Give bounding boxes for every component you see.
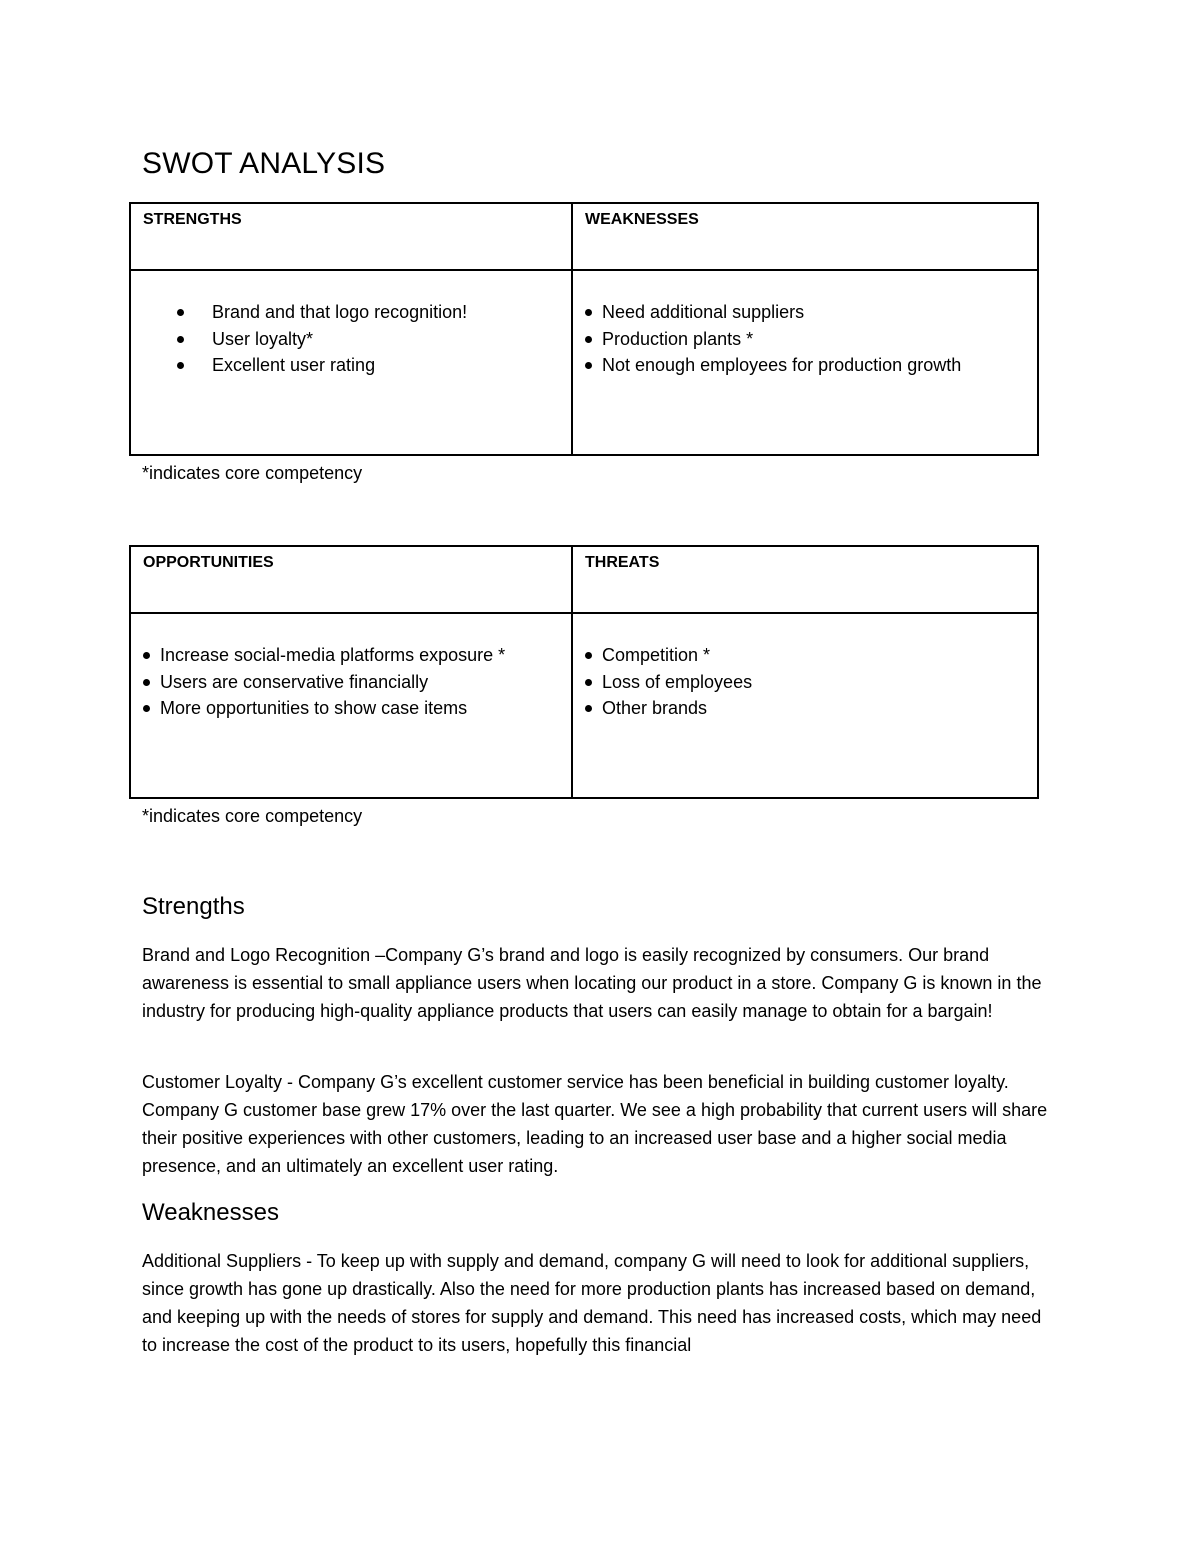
list-item bbox=[573, 642, 1037, 669]
core-competency-note: *indicates core competency bbox=[142, 806, 363, 826]
weaknesses-cell bbox=[572, 270, 1038, 455]
opportunities-list bbox=[131, 614, 571, 722]
table-header-row bbox=[130, 546, 1038, 613]
bullet-icon bbox=[143, 705, 150, 712]
paragraph-customer-loyalty: Customer Loyalty - Company G’s excellent customer service has been beneficial in building customer loyalty. Company G customer base grew 17% over the last quarter. We see a high probability that current users will share their positive experiences with other customers, leading to an increased user base and a higher social media presence, and an ultimately an excellent user rating. bbox=[142, 1072, 1048, 1176]
opportunities-header: OPPORTUNITIES bbox=[143, 554, 274, 571]
list-item-text: More opportunities to show case items bbox=[160, 698, 468, 718]
list-item-text: Competition * bbox=[602, 645, 711, 665]
paragraph-additional-suppliers: Additional Suppliers - To keep up with supply and demand, company G will need to look for additional suppliers, since growth has gone up drastically. Also the need for more production plants has increased based on demand, and keeping up with the needs of stores for supply and demand. This need has increased costs, which may need to increase the cost of the product to its users, hopefully this financial bbox=[142, 1251, 1042, 1355]
list-item bbox=[573, 695, 1037, 722]
threats-header-cell bbox=[572, 546, 1038, 613]
list-item-text: Need additional suppliers bbox=[602, 302, 805, 322]
strengths-list bbox=[131, 271, 571, 379]
list-item bbox=[131, 695, 571, 722]
bullet-icon bbox=[585, 309, 592, 316]
bullet-icon bbox=[177, 309, 184, 316]
bullet-icon bbox=[585, 336, 592, 343]
bullet-icon bbox=[143, 652, 150, 659]
list-item-text: Users are conservative financially bbox=[160, 671, 429, 692]
bullet-icon bbox=[143, 679, 150, 686]
weaknesses-header: WEAKNESSES bbox=[585, 211, 699, 228]
strengths-header: STRENGTHS bbox=[143, 211, 242, 228]
list-item-text: Increase social-media platforms exposure * bbox=[160, 645, 506, 665]
list-item-text: Excellent user rating bbox=[212, 355, 376, 375]
bullet-icon bbox=[585, 362, 592, 369]
paragraph-brand-recognition: Brand and Logo Recognition –Company G’s brand and logo is easily recognized by consumers. Our brand awareness is essential to small appliance users when locating our product in a store. Company G is known in the industry for producing high-quality appliance products that users can easily manage to obtain for a bargain! bbox=[142, 945, 1042, 1021]
list-item bbox=[573, 669, 1037, 696]
list-item bbox=[573, 299, 1037, 326]
strengths-cell bbox=[130, 270, 572, 455]
swot-table-opportunities-threats bbox=[129, 545, 1039, 799]
section-heading-strengths: Strengths bbox=[142, 893, 245, 920]
list-item bbox=[573, 352, 1037, 379]
strengths-header-cell bbox=[130, 203, 572, 270]
weaknesses-header-cell bbox=[572, 203, 1038, 270]
list-item-text: Loss of employees bbox=[602, 671, 753, 692]
bullet-icon bbox=[585, 652, 592, 659]
table-body-row bbox=[130, 270, 1038, 455]
list-item-text: User loyalty* bbox=[212, 328, 314, 349]
list-item-text: Brand and that logo recognition! bbox=[212, 302, 468, 322]
threats-cell bbox=[572, 613, 1038, 798]
bullet-icon bbox=[585, 679, 592, 686]
list-item bbox=[131, 352, 571, 379]
list-item-text: Production plants * bbox=[602, 328, 754, 349]
list-item bbox=[131, 299, 571, 326]
weaknesses-list bbox=[573, 271, 1037, 379]
opportunities-cell bbox=[130, 613, 572, 798]
table-body-row bbox=[130, 613, 1038, 798]
threats-header: THREATS bbox=[585, 554, 660, 571]
list-item-text: Other brands bbox=[602, 698, 708, 718]
list-item-text: Not enough employees for production growth bbox=[602, 355, 962, 375]
bullet-icon bbox=[177, 336, 184, 343]
core-competency-note: *indicates core competency bbox=[142, 463, 363, 483]
bullet-icon bbox=[177, 362, 184, 369]
bullet-icon bbox=[585, 705, 592, 712]
list-item bbox=[131, 669, 571, 696]
section-heading-weaknesses: Weaknesses bbox=[142, 1199, 279, 1226]
list-item bbox=[131, 642, 571, 669]
opportunities-header-cell bbox=[130, 546, 572, 613]
list-item bbox=[573, 326, 1037, 353]
table-header-row bbox=[130, 203, 1038, 270]
threats-list bbox=[573, 614, 1037, 722]
document-title: SWOT ANALYSIS bbox=[142, 147, 386, 180]
swot-table-strengths-weaknesses bbox=[129, 202, 1039, 456]
list-item bbox=[131, 326, 571, 353]
